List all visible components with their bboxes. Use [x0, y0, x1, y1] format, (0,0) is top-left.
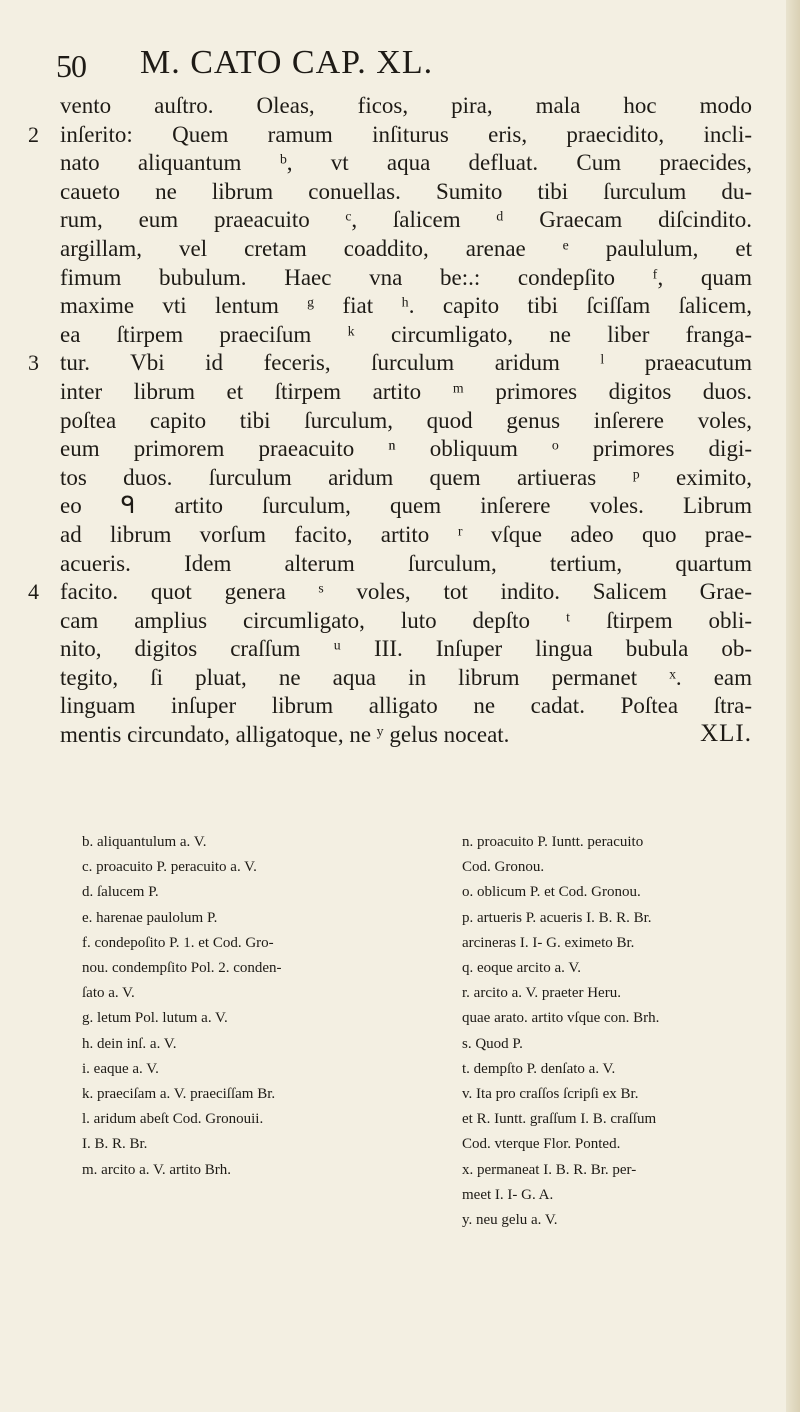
page-number: 50 [56, 48, 86, 84]
footnote: nou. condempſito Pol. 2. conden- [82, 960, 282, 977]
line-number: 2 [28, 121, 39, 147]
line-text: fimum bubulum. Haec vna be:.: condepſito ᶠ, quam [60, 264, 752, 290]
footnote: s. Quod P. [462, 1035, 523, 1052]
running-head: M. CATO CAP. XL. [140, 44, 434, 81]
text-line [60, 521, 752, 550]
line-text: acueris. Idem alterum ſurculum, tertium, quartum [60, 550, 752, 576]
footnote: et R. Iuntt. graſſum I. B. craſſum [462, 1111, 657, 1128]
footnote: n. proacuito P. Iuntt. peracuito [462, 834, 644, 850]
footnote: f. condepoſito P. 1. et Cod. Gro- [82, 934, 274, 951]
footnotes-left-column [82, 830, 422, 1183]
text-line [60, 92, 752, 121]
text-line [60, 235, 752, 264]
line-text: ad librum vorſum facito, artito ʳ vſque adeo quo prae- [60, 521, 752, 547]
text-line [60, 492, 752, 521]
line-text: maxime vti lentum ᵍ fiat ʰ. capito tibi ſciſſam ſalicem, [60, 293, 752, 319]
line-text: tur. Vbi id feceris, ſurculum aridum ˡ praeacutum [60, 350, 752, 376]
line-text: poſtea capito tibi ſurculum, quod genus inſerere voles, [60, 407, 752, 433]
text-line [60, 178, 752, 207]
line-text: nito, digitos craſſum ᵘ III. Inſuper lingua bubula ob- [60, 636, 752, 662]
footnote: y. neu gelu a. V. [462, 1212, 558, 1229]
footnote: b. aliquantulum a. V. [82, 834, 207, 850]
footnote: r. arcito a. V. praeter Heru. [462, 985, 621, 1002]
line-text: caueto ne librum conuellas. Sumito tibi ſurculum du- [60, 178, 752, 204]
text-line [28, 121, 752, 150]
text-line [28, 349, 752, 378]
footnote: c. proacuito P. peracuito a. V. [82, 859, 257, 876]
text-line [60, 664, 752, 693]
footnote: l. aridum abeſt Cod. Gronouii. [82, 1111, 264, 1128]
line-text: vento auſtro. Oleas, ficos, pira, mala hoc modo [60, 93, 752, 118]
footnote: k. praeciſam a. V. praeciſſam Br. [82, 1086, 276, 1103]
footnote: ſato a. V. [82, 985, 135, 1002]
footnote: t. dempſto P. denſato a. V. [462, 1060, 616, 1077]
line-text: rum, eum praeacuito ᶜ, ſalicem ᵈ Graecam diſcindito. [60, 207, 752, 233]
footnote: arcineras I. I- G. eximeto Br. [462, 934, 635, 951]
text-line [60, 692, 752, 721]
line-text: eum primorem praeacuito ⁿ obliquum ᵒ primores digi- [60, 436, 752, 462]
footnote: meet I. I- G. A. [462, 1186, 554, 1203]
line-text: linguam inſuper librum alligato ne cadat. Poſtea ſtra- [60, 693, 752, 719]
text-line [60, 607, 752, 636]
line-text: inſerito: Quem ramum inſiturus eris, praecidito, incli- [60, 121, 752, 147]
text-line [60, 550, 752, 579]
text-line [28, 578, 752, 607]
line-text: eo ᑫ artito ſurculum, quem inſerere voles. Librum [60, 493, 752, 519]
line-text: ea ſtirpem praeciſum ᵏ circumligato, ne liber franga- [60, 321, 752, 347]
line-text: tegito, ſi pluat, ne aqua in librum permanet ˣ. eam [60, 664, 752, 690]
text-line [60, 264, 752, 293]
text-line [60, 321, 752, 350]
line-text: cam amplius circumligato, luto depſto ᵗ ſtirpem obli- [60, 607, 752, 633]
line-text: mentis circundato, alligatoque, ne ʸ gelus noceat. [60, 722, 510, 748]
footnote: m. arcito a. V. artito Brh. [82, 1161, 232, 1178]
footnote: q. eoque arcito a. V. [462, 960, 581, 977]
text-line [60, 635, 752, 664]
text-line [60, 206, 752, 235]
page-header [56, 44, 756, 88]
footnote: I. B. R. Br. [82, 1136, 148, 1153]
footnote: d. ſalucem P. [82, 884, 159, 901]
footnote: x. permaneat I. B. R. Br. per- [462, 1161, 637, 1178]
text-line [60, 407, 752, 436]
footnote: h. dein inſ. a. V. [82, 1035, 177, 1052]
line-text: argillam, vel cretam coaddito, arenae ᵉ paululum, et [60, 235, 752, 261]
main-text [28, 92, 752, 750]
text-line [60, 721, 752, 750]
page-edge [786, 0, 800, 1412]
section-heading: XLI. [700, 720, 752, 747]
text-line [60, 292, 752, 321]
line-number: 4 [28, 579, 39, 605]
line-number: 3 [28, 350, 39, 376]
footnote: v. Ita pro craſſos ſcripſi ex Br. [462, 1086, 639, 1103]
line-text: nato aliquantum ᵇ, vt aqua defluat. Cum praecides, [60, 150, 752, 176]
footnote: Cod. vterque Flor. Ponted. [462, 1136, 621, 1153]
footnote: quae arato. artito vſque con. Brh. [462, 1010, 660, 1027]
text-line [60, 435, 752, 464]
line-text: facito. quot genera ˢ voles, tot indito. Salicem Grae- [60, 579, 752, 605]
line-text: inter librum et ſtirpem artito ᵐ primores digitos duos. [60, 378, 752, 404]
footnote: Cod. Gronou. [462, 859, 545, 876]
text-line [60, 378, 752, 407]
footnote: o. oblicum P. et Cod. Gronou. [462, 884, 641, 901]
footnotes-right-column [462, 830, 762, 1233]
footnote: e. harenae paulolum P. [82, 909, 218, 926]
line-text: tos duos. ſurculum aridum quem artiueras ᵖ eximito, [60, 464, 752, 490]
footnote: i. eaque a. V. [82, 1060, 159, 1077]
footnote: g. letum Pol. lutum a. V. [82, 1010, 228, 1027]
footnote: p. artueris P. acueris I. B. R. Br. [462, 909, 652, 926]
text-line [60, 464, 752, 493]
text-line [60, 149, 752, 178]
